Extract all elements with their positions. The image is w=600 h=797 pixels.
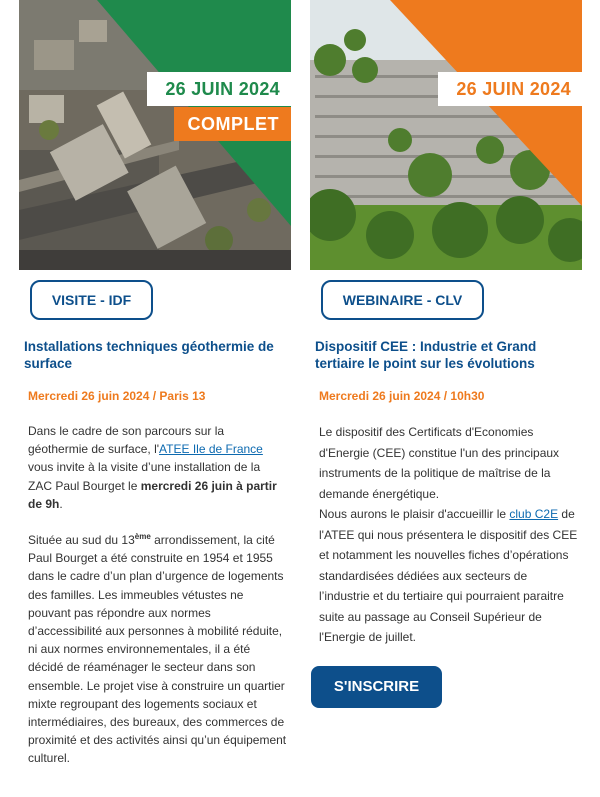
desc-text: Dans le cadre de son parcours sur la géothermie de surface, l' (28, 424, 225, 457)
desc-text: arrondissement, la cité Paul Bourget a été construite en 1954 et 1955 dans le cadre d’un plan d’urgence de logements des familles. Les immeubles vétustes ne pouvant pas répondre aux normes d’accessibilité aux personnes à mobilité réduite, ni aux normes environnementales, il a été décidé de réaménager le secteur dans son ensemble. Le projet vise à construire un quartier mixte regroupant des logements sociaux et intermédiaires, des bureaux, des commerces de proximité et des activités ainsi qu’un équipement culturel. (28, 533, 287, 766)
event-date-line: Mercredi 26 juin 2024 / Paris 13 (28, 389, 206, 403)
visite-idf-tag-button[interactable]: VISITE - IDF (30, 280, 153, 320)
event-hero-image (19, 0, 291, 270)
event-card-visite (19, 0, 291, 768)
complete-status-badge: COMPLET (174, 107, 292, 141)
desc-text: de l'ATEE qui nous présentera le dispositif des CEE et notamment les nouvelles fiches d’opérations standardisées dédiées aux secteurs de l’industrie et du tertiaire qui pourraient paraitre suite au passage au Conseil Supérieur de l'Energie de juillet. (319, 507, 578, 644)
event-hero-image (310, 0, 582, 270)
event-description (310, 422, 582, 648)
desc-text: vous invite à la visite d’une installation de la ZAC Paul Bourget le (28, 460, 261, 493)
event-date-line: Mercredi 26 juin 2024 / 10h30 (319, 389, 485, 403)
club-c2e-link[interactable]: club C2E (509, 507, 559, 521)
green-building-photo (310, 0, 582, 270)
desc-text: . (59, 496, 63, 511)
desc-text: Le dispositif des Certificats d'Economies d'Energie (CEE) constitue l'un des principaux instruments de la politique de maîtrise de la demande énergétique. (319, 425, 560, 501)
atee-ile-de-france-link[interactable]: ATEE Ile de France (159, 442, 263, 457)
event-title[interactable]: Installations techniques géothermie de surface (24, 339, 274, 371)
desc-text: Située au sud du 13 (28, 533, 135, 548)
event-date-badge: 26 JUIN 2024 (438, 72, 582, 106)
event-date-badge: 26 JUIN 2024 (147, 72, 291, 106)
desc-text: Nous aurons le plaisir d'accueillir le (319, 507, 510, 521)
desc-bold-date: mercredi 26 juin à partir de 9h (28, 478, 277, 511)
event-card-webinaire (310, 0, 582, 708)
sinscrire-button[interactable]: S'INSCRIRE (311, 666, 442, 708)
event-title[interactable]: Dispositif CEE : Industrie et Grand tertiaire le point sur les évolutions (315, 339, 537, 371)
webinaire-clv-tag-button[interactable]: WEBINAIRE - CLV (321, 280, 484, 320)
event-description (19, 422, 291, 768)
desc-superscript: ème (134, 532, 151, 542)
